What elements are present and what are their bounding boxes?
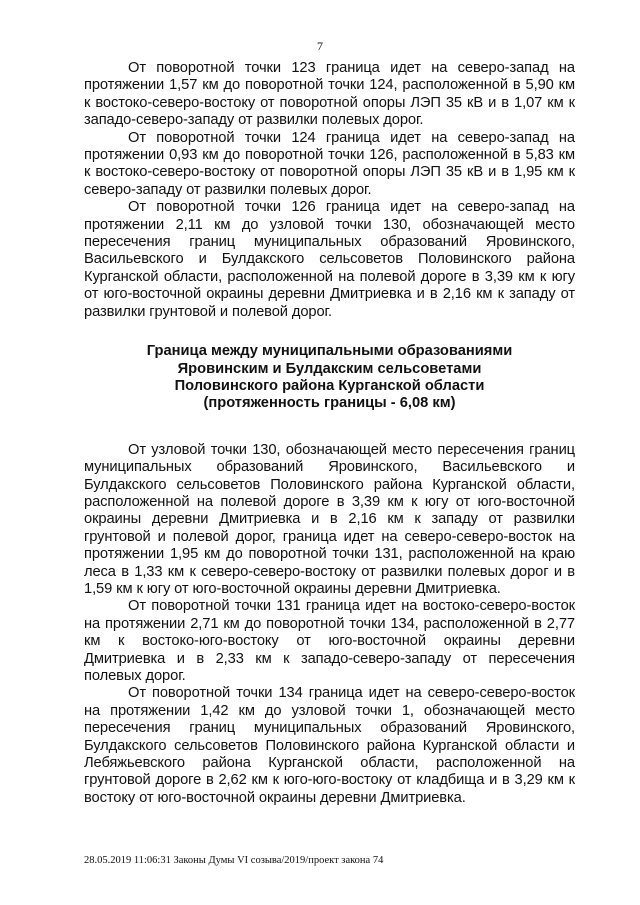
paragraph-point-131: От поворотной точки 131 граница идет на востоко-северо-восток на протяжении 2,71 км до поворотной точки 134, расположенной в 2,77 км к востоко-юго-востоку от юго-восточной окраины деревни Дмитриевка и в 2,33 км к западо-северо-западу от пересечения полевых дорог. [84, 598, 575, 684]
paragraph-point-124: От поворотной точки 124 граница идет на северо-запад на протяжении 0,93 км до поворотной точки 126, расположенной в 5,83 км к востоко-северо-востоку от поворотной опоры ЛЭП 35 кВ и в 1,95 км к северо-западу от развилки полевых дорог. [84, 129, 575, 198]
paragraph-point-123: От поворотной точки 123 граница идет на северо-запад на протяжении 1,57 км до поворотной точки 124, расположенной в 5,90 км к востоко-северо-востоку от поворотной опоры ЛЭП 35 кВ и в 1,07 км к западо-северо-западу от развилки полевых дорог. [84, 60, 575, 129]
document-body [84, 60, 575, 807]
paragraph-point-126: От поворотной точки 126 граница идет на северо-запад на протяжении 2,11 км до узловой точки 130, обозначающей место пересечения границ муниципальных образований Яровинского, Васильевского и Булдакского сельсоветов Половинского района Курганской области, расположенной на полевой дороге в 3,39 км к югу от юго-восточной окраины деревни Дмитриевка и в 2,16 км к западу от развилки грунтовой и полевой дорог. [84, 199, 575, 320]
section-heading [84, 343, 575, 413]
paragraph-node-130: От узловой точки 130, обозначающей место пересечения границ муниципальных образований Яровинского, Васильевского и Булдакского сельсоветов Половинского района Курганской области, расположенной на полевой дороге в 3,39 км к югу от юго-восточной окраины деревни Дмитриевка и в 2,16 км к западу от развилки грунтовой и полевой дорог, граница идет на северо-северо-восток на протяжении 1,95 км до поворотной точки 131, расположенной на краю леса в 1,33 км к северо-северо-востоку от развилки полевых дорог и в 1,59 км к югу от юго-восточной окраины деревни Дмитриевка. [84, 441, 575, 597]
heading-line-2: Яровинским и Булдакским сельсоветами [177, 360, 482, 377]
heading-line-4: (протяженность границы - 6,08 км) [203, 395, 456, 412]
heading-line-1: Граница между муниципальными образованиями [146, 343, 513, 360]
document-footer: 28.05.2019 11:06:31 Законы Думы VI созыва/2019/проект закона 74 [84, 855, 384, 866]
paragraph-point-134: От поворотной точки 134 граница идет на северо-северо-восток на протяжении 1,42 км до узловой точки 1, обозначающей место пересечения границ муниципальных образований Яровинского, Булдакского сельсоветов Половинского района Курганской области и Лебяжьевского района Курганской области, расположенной на грунтовой дороге в 2,62 км к юго-юго-востоку от кладбища и в 3,29 км к востоку от юго-восточной окраины деревни Дмитриевка. [84, 685, 575, 806]
heading-line-3: Половинского района Курганской области [174, 377, 485, 394]
page-number: 7 [317, 39, 323, 53]
